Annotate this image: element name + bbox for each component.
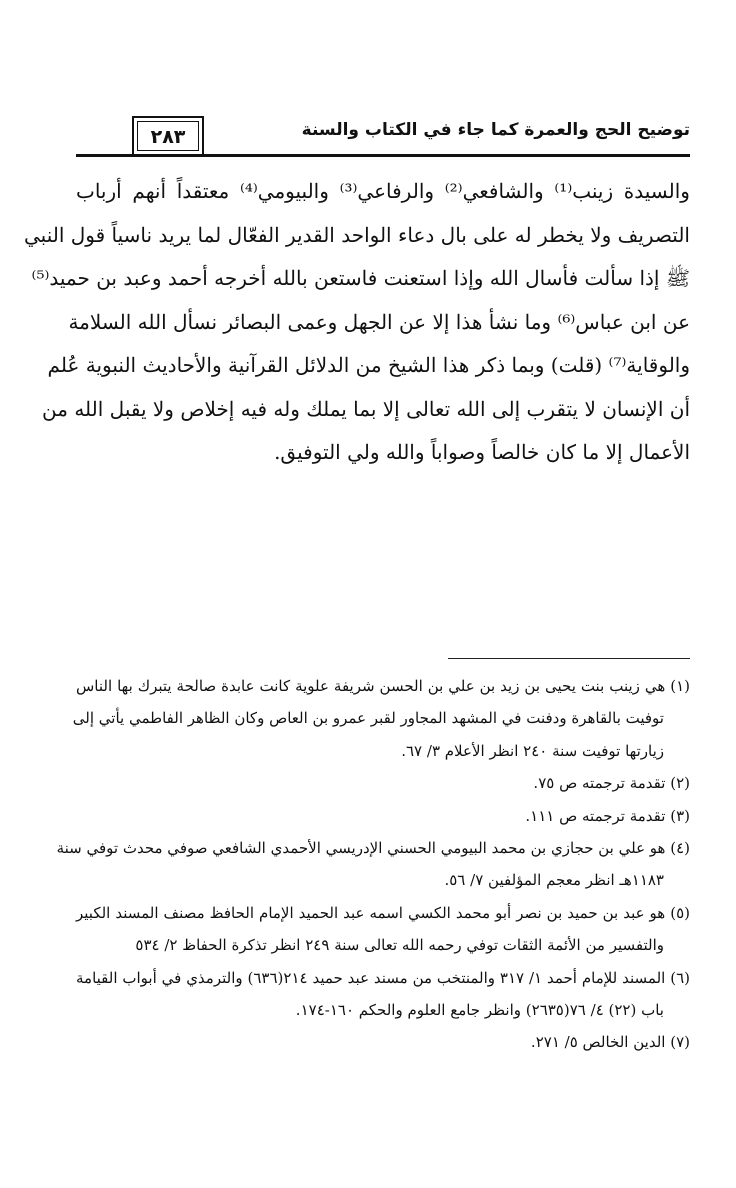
main-text — [24, 170, 690, 475]
page-number: ٢٨٣ — [137, 121, 199, 151]
footnote-line: توفيت بالقاهرة ودفنت في المشهد المجاور لقبر عمرو بن العاص وكان الظاهر الفاطمي يأتي إلى — [72, 709, 664, 728]
footnotes — [56, 670, 690, 1059]
footnote-line: (١) هي زينب بنت يحيى بن زيد بن علي بن الحسن شريفة علوية كانت عابدة صالحة يتبرك بها الناس — [76, 677, 690, 695]
footnote-line: ١١٨٣هـ انظر معجم المؤلفين ٧/ ٥٦. — [444, 871, 664, 890]
footnote-line: (٦) المسند للإمام أحمد ١/ ٣١٧ والمنتخب من مسند عبد حميد ٢١٤(٦٣٦) والترمذي في أبواب القيامة — [76, 968, 690, 987]
running-header — [76, 116, 690, 160]
footnote-line: والتفسير من الأئمة الثقات توفي رحمه الله تعالى سنة ٢٤٩ انظر تذكرة الحفاظ ٢/ ٥٣٤ — [135, 936, 664, 955]
body-line: ﷺ إذا سألت فأسال الله وإذا استعنت فاستعن بالله أخرجه أحمد وعبد بن حميد⁽⁵⁾ — [31, 266, 690, 290]
footnote-separator — [448, 658, 690, 659]
body-line: والوقاية⁽⁷⁾ (قلت) وبما ذكر هذا الشيخ من الدلائل القرآنية والأحاديث النبوية عُلم — [47, 353, 690, 377]
footnote-line: (٧) الدين الخالص ٥/ ٢٧١. — [530, 1033, 690, 1052]
footnote-line: (٤) هو علي بن حجازي بن محمد البيومي الحسني الإدريسي الأحمدي الشافعي صوفي محدث توفي سنة — [56, 839, 690, 858]
body-line: التصريف ولا يخطر له على بال دعاء الواحد القدير الفعّال لما يريد ناسياً قول النبي — [24, 222, 690, 247]
footnote-line: (٥) هو عبد بن حميد بن نصر أبو محمد الكسي اسمه عبد الحميد الإمام الحافظ مصنف المسند الكبير — [76, 903, 690, 922]
body-line: الأعمال إلا ما كان خالصاً وصواباً والله ولي التوفيق. — [274, 440, 690, 464]
header-title: توضيح الحج والعمرة كما جاء في الكتاب والسنة — [301, 120, 690, 140]
page-number-box — [132, 116, 204, 156]
footnote-line: (٢) تقدمة ترجمته ص ٧٥. — [533, 774, 690, 793]
body-line: والسيدة زينب⁽¹⁾ والشافعي⁽²⁾ والرفاعي⁽³⁾ والبيومي⁽⁴⁾ معتقداً أنهم أرباب — [76, 179, 690, 203]
body-line: أن الإنسان لا يتقرب إلى الله تعالى إلا بما يملك وله فيه إخلاص ولا يقبل الله من — [42, 396, 690, 421]
footnote-line: (٣) تقدمة ترجمته ص ١١١. — [525, 806, 690, 825]
footnote-line: باب (٢٢) ٤/ ٧٦(٢٦٣٥) وانظر جامع العلوم والحكم ١٦٠-١٧٤. — [295, 1001, 664, 1020]
footnote-line: زيارتها توفيت سنة ٢٤٠ انظر الأعلام ٣/ ٦٧. — [401, 741, 664, 760]
body-line: عن ابن عباس⁽⁶⁾ وما نشأ هذا إلا عن الجهل وعمى البصائر نسأل الله السلامة — [68, 309, 690, 334]
